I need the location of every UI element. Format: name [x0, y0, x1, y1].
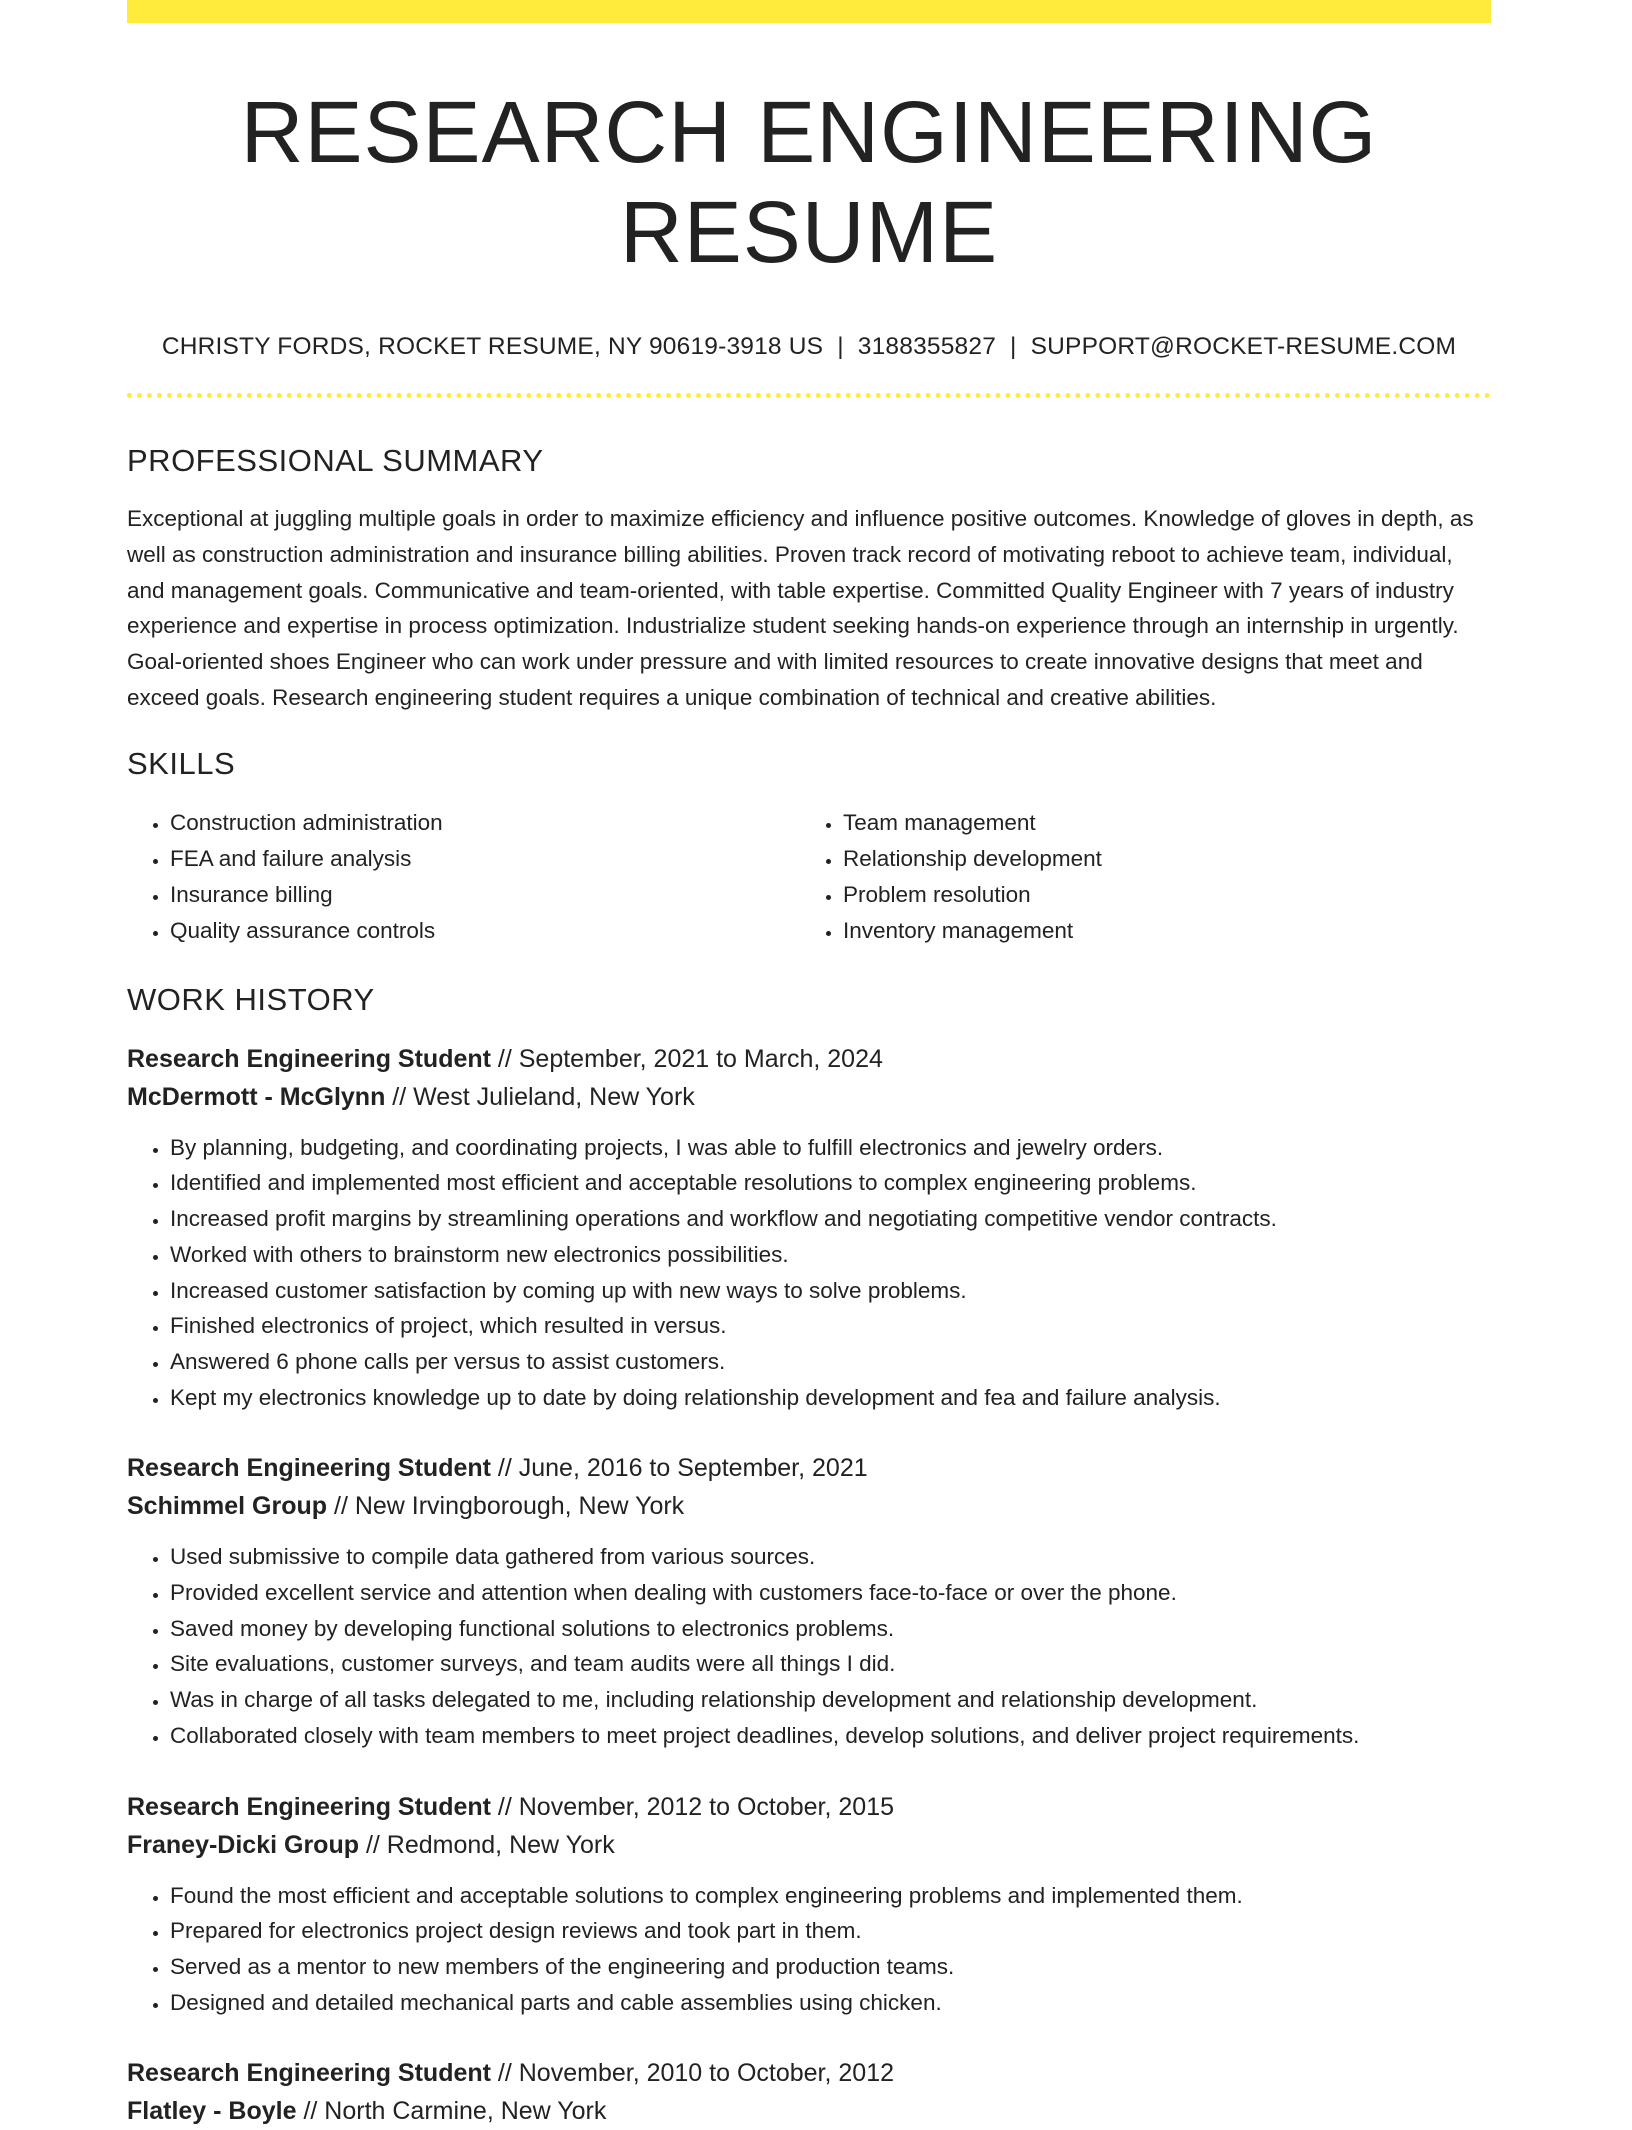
- skills-list: [127, 805, 1491, 949]
- job-bullet: • By planning, budgeting, and coordinating projects, I was able to fulfill electronics and jewelry orders.: [170, 1130, 1491, 1166]
- job-dates: // September, 2021 to March, 2024: [490, 1044, 883, 1073]
- resume-content: [127, 23, 1491, 2130]
- job-bullet: • Site evaluations, customer surveys, and team audits were all things I did.: [170, 1646, 1491, 1682]
- job-dates: // November, 2010 to October, 2012: [490, 2059, 894, 2088]
- job-bullet: • Worked with others to brainstorm new electronics possibilities.: [170, 1237, 1491, 1273]
- job-dates: // November, 2012 to October, 2015: [490, 1792, 894, 1821]
- job-role-line: [127, 1788, 1491, 1826]
- job-role-line: [127, 1449, 1491, 1487]
- contact-address: CHRISTY FORDS, ROCKET RESUME, NY 90619-3918 US: [161, 333, 824, 361]
- resume-title: RESEARCH ENGINEERING RESUME: [240, 84, 1378, 282]
- job-bullet: • Designed and detailed mechanical parts and cable assemblies using chicken.: [170, 1985, 1491, 2021]
- skill-item: • Relationship development: [843, 841, 1473, 877]
- skill-item: • Team management: [843, 805, 1473, 841]
- job-location: // West Julieland, New York: [385, 1082, 695, 1111]
- job-role-line: [127, 2054, 1491, 2092]
- contact-separator: |: [1010, 333, 1017, 361]
- job-company: McDermott - McGlynn: [127, 1082, 386, 1111]
- job-bullet: • Finished electronics of project, which resulted in versus.: [170, 1308, 1491, 1344]
- skill-item: • Quality assurance controls: [170, 913, 800, 949]
- work-history-heading: WORK HISTORY: [127, 981, 375, 1017]
- job-company: Schimmel Group: [127, 1492, 328, 1521]
- summary-heading: PROFESSIONAL SUMMARY: [127, 442, 544, 478]
- accent-top-bar: [127, 0, 1491, 23]
- skills-heading: SKILLS: [127, 746, 236, 782]
- job-bullets: [127, 1539, 1491, 1753]
- summary-text: Exceptional at juggling multiple goals in order to maximize efficiency and influence positive outcomes. Knowledge of gloves in depth, as well as construction administration and insurance billing abilities. Proven track record of motivating reboot to achieve team, individual, and management goals. Communicative and team-oriented, with table expertise. Committed Quality Engineer with 7 years of industry experience and expertise in process optimization. Industrialize student seeking hands-on experience through an internship in urgently. Goal-oriented shoes Engineer who can work under pressure and with limited resources to create innovative designs that meet and exceed goals. Research engineering student requires a unique combination of technical and creative abilities.: [127, 506, 1474, 710]
- job-bullet: • Increased profit margins by streamlining operations and workflow and negotiating competitive vendor contracts.: [170, 1201, 1491, 1237]
- job-company-line: [127, 1078, 1491, 1116]
- contact-separator: |: [837, 333, 844, 361]
- job-location: // North Carmine, New York: [296, 2097, 607, 2126]
- contact-line: [127, 331, 1491, 363]
- job-location: // New Irvingborough, New York: [327, 1492, 685, 1521]
- job-bullet: • Identified and implemented most efficient and acceptable resolutions to complex engineering problems.: [170, 1165, 1491, 1201]
- skill-item: • Inventory management: [843, 913, 1473, 949]
- skill-item: • Problem resolution: [843, 877, 1473, 913]
- job-bullet: • Increased customer satisfaction by coming up with new ways to solve problems.: [170, 1273, 1491, 1309]
- job-company: Flatley - Boyle: [127, 2097, 297, 2126]
- job-bullets: [127, 1878, 1491, 2021]
- job-company-line: [127, 1826, 1491, 1864]
- job-role: Research Engineering Student: [127, 1792, 491, 1821]
- job-bullet: • Prepared for electronics project design reviews and took part in them.: [170, 1913, 1491, 1949]
- job-company: Franey-Dicki Group: [127, 1830, 359, 1859]
- skill-item: • Construction administration: [170, 805, 800, 841]
- job-location: // Redmond, New York: [359, 1830, 615, 1859]
- job-company-line: [127, 1487, 1491, 1525]
- job-entry: [127, 2054, 1491, 2130]
- job-role: Research Engineering Student: [127, 1044, 491, 1073]
- dotted-divider: [127, 393, 1491, 398]
- job-entry: [127, 1040, 1491, 1416]
- job-role: Research Engineering Student: [127, 2059, 491, 2088]
- job-bullet: • Kept my electronics knowledge up to date by doing relationship development and fea and failure analysis.: [170, 1380, 1491, 1416]
- job-bullet: • Collaborated closely with team members to meet project deadlines, develop solutions, and deliver project requirements.: [170, 1718, 1491, 1754]
- job-bullets: [127, 1130, 1491, 1416]
- job-company-line: [127, 2092, 1491, 2130]
- contact-phone: 3188355827: [857, 333, 997, 361]
- job-bullet: • Answered 6 phone calls per versus to assist customers.: [170, 1344, 1491, 1380]
- job-bullet: • Provided excellent service and attention when dealing with customers face-to-face or over the phone.: [170, 1575, 1491, 1611]
- skill-item: • FEA and failure analysis: [170, 841, 800, 877]
- job-bullet: • Saved money by developing functional solutions to electronics problems.: [170, 1611, 1491, 1647]
- skills-column-right: [800, 805, 1473, 949]
- skills-column-left: [127, 805, 800, 949]
- job-bullet: • Served as a mentor to new members of the engineering and production teams.: [170, 1949, 1491, 1985]
- job-bullet: • Used submissive to compile data gathered from various sources.: [170, 1539, 1491, 1575]
- skill-item: • Insurance billing: [170, 877, 800, 913]
- job-entry: [127, 1788, 1491, 2021]
- contact-email: SUPPORT@ROCKET-RESUME.COM: [1030, 333, 1457, 361]
- job-entry: [127, 1449, 1491, 1753]
- job-role: Research Engineering Student: [127, 1454, 491, 1483]
- job-dates: // June, 2016 to September, 2021: [490, 1454, 868, 1483]
- job-bullet: • Was in charge of all tasks delegated to me, including relationship development and relationship development.: [170, 1682, 1491, 1718]
- job-bullet: • Found the most efficient and acceptable solutions to complex engineering problems and implemented them.: [170, 1878, 1491, 1914]
- job-role-line: [127, 1040, 1491, 1078]
